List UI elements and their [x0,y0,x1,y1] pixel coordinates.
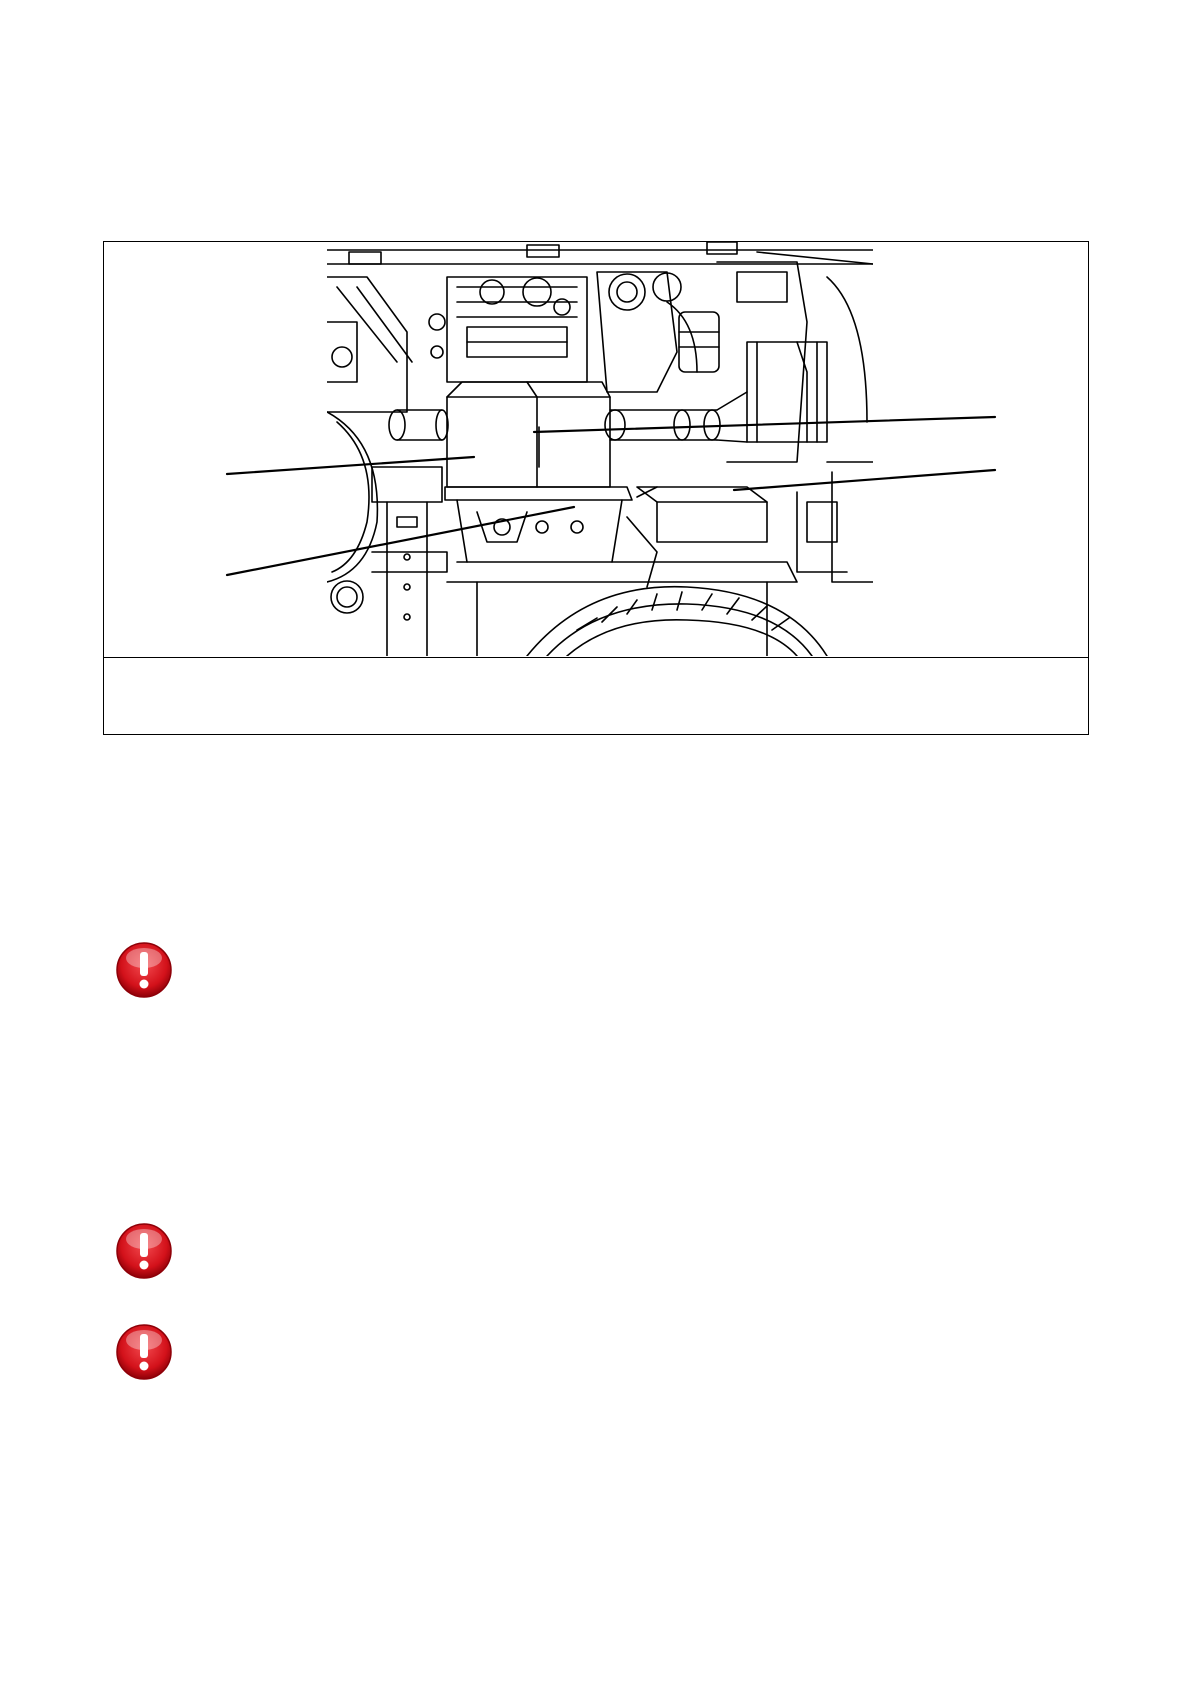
leader-line-3 [534,417,995,432]
leader-line-4 [734,470,995,490]
figure-frame [103,241,1089,735]
figure-caption-row [104,657,1088,735]
exclamation-warning-icon [115,1323,173,1381]
callout-leader-lines [104,242,1090,656]
leader-line-1 [227,457,474,474]
exclamation-warning-icon [115,941,173,999]
leader-line-2 [227,507,574,575]
exclamation-warning-icon [115,1222,173,1280]
